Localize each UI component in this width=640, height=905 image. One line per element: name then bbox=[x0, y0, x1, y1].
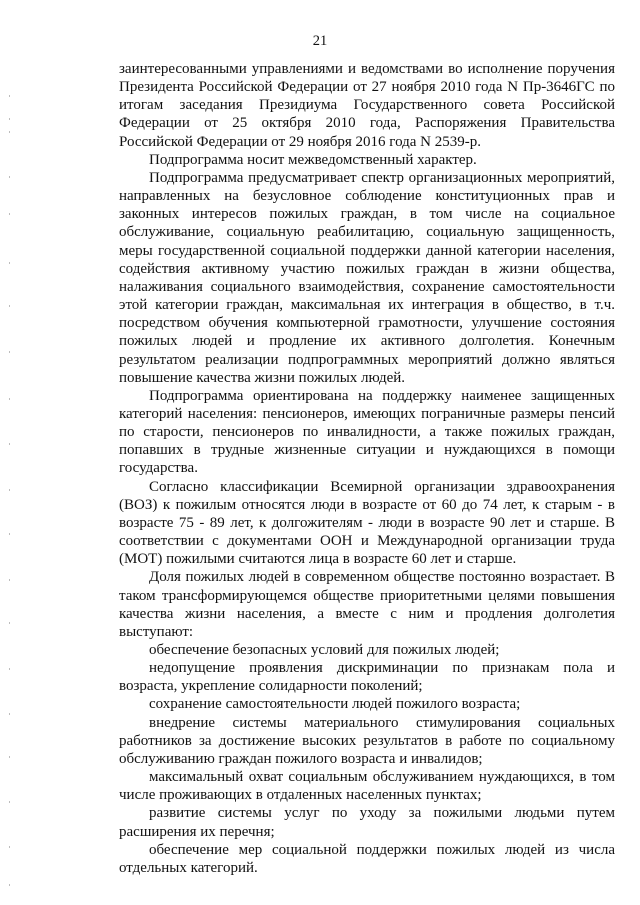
paragraph: Доля пожилых людей в современном обществе постоянно возрастает. В таком трансформирующемся обществе приоритетными целями повышения качества жизни населения, а вместе с ним и продления долголетия выступают: bbox=[119, 569, 615, 640]
paragraph-continuation: заинтересованными управлениями и ведомствами во исполнение поручения Президента Российской Федерации от 27 ноября 2010 года N Пр-3646ГС по итогам заседания Президиума Государственного совета Российской Федерации от 25 октября 2010 года, Распоряжения Правительства Российской Федерации от 29 ноября 2016 года N 2539-р. bbox=[119, 61, 615, 150]
paragraph: Согласно классификации Всемирной организации здравоохранения (ВОЗ) к пожилым относятся люди в возрасте от 60 до 74 лет, к старым - в возрасте 75 - 89 лет, к долгожителям - люди в возрасте 90 лет и старше. В соответствии с документами ООН и Международной организации труда (МОТ) пожилыми считаются лица в возрасте 60 лет и старше. bbox=[119, 478, 615, 568]
list-item: сохранение самостоятельности людей пожилого возраста; bbox=[149, 696, 521, 713]
page-number: 21 bbox=[312, 33, 328, 49]
list-item: недопущение проявления дискриминации по признакам пола и возраста, укрепление солидарности поколений; bbox=[119, 660, 615, 695]
document-body bbox=[119, 60, 615, 877]
paragraph: Подпрограмма носит межведомственный характер. bbox=[149, 151, 477, 168]
list-item: развитие системы услуг по уходу за пожилыми людьми путем расширения их перечня; bbox=[119, 805, 615, 840]
list-item: обеспечение безопасных условий для пожилых людей; bbox=[149, 642, 500, 658]
paragraph: Подпрограмма ориентирована на поддержку наименее защищенных категорий населения: пенсионеров, имеющих пограничные размеры пенсий по старости, пенсионеров по инвалидности, а также пожилых граждан, попавших в трудные жизненные ситуации и нуждающихся в помощи государства. bbox=[119, 387, 615, 477]
scan-margin-marks bbox=[9, 0, 13, 905]
paragraph: Подпрограмма предусматривает спектр организационных мероприятий, направленных на безусловное соблюдение конституционных прав и законных интересов пожилых граждан, в том числе на социальное обслуживание, социальную реабилитацию, социальную защищенность, меры государственной социальной поддержки данной категории населения, содействия активному участию пожилых граждан в жизни общества, налаживания социального взаимодействия, сохранение самостоятельности этой категории граждан, максимальная их интеграция в общество, в т.ч. посредством обучения компьютерной грамотности, улучшение состояния пожилых людей и продление их активного долголетия. Конечным результатом реализации подпрограммных мероприятий должно являться повышение качества жизни пожилых людей. bbox=[119, 169, 615, 386]
list-item: внедрение системы материального стимулирования социальных работников за достижение высоких результатов в работе по социальному обслуживанию граждан пожилого возраста и инвалидов; bbox=[119, 714, 615, 767]
list-item: обеспечение мер социальной поддержки пожилых людей из числа отдельных категорий. bbox=[119, 841, 615, 876]
list-item: максимальный охват социальным обслуживанием нуждающихся, в том числе проживающих в отдаленных населенных пунктах; bbox=[119, 769, 615, 804]
